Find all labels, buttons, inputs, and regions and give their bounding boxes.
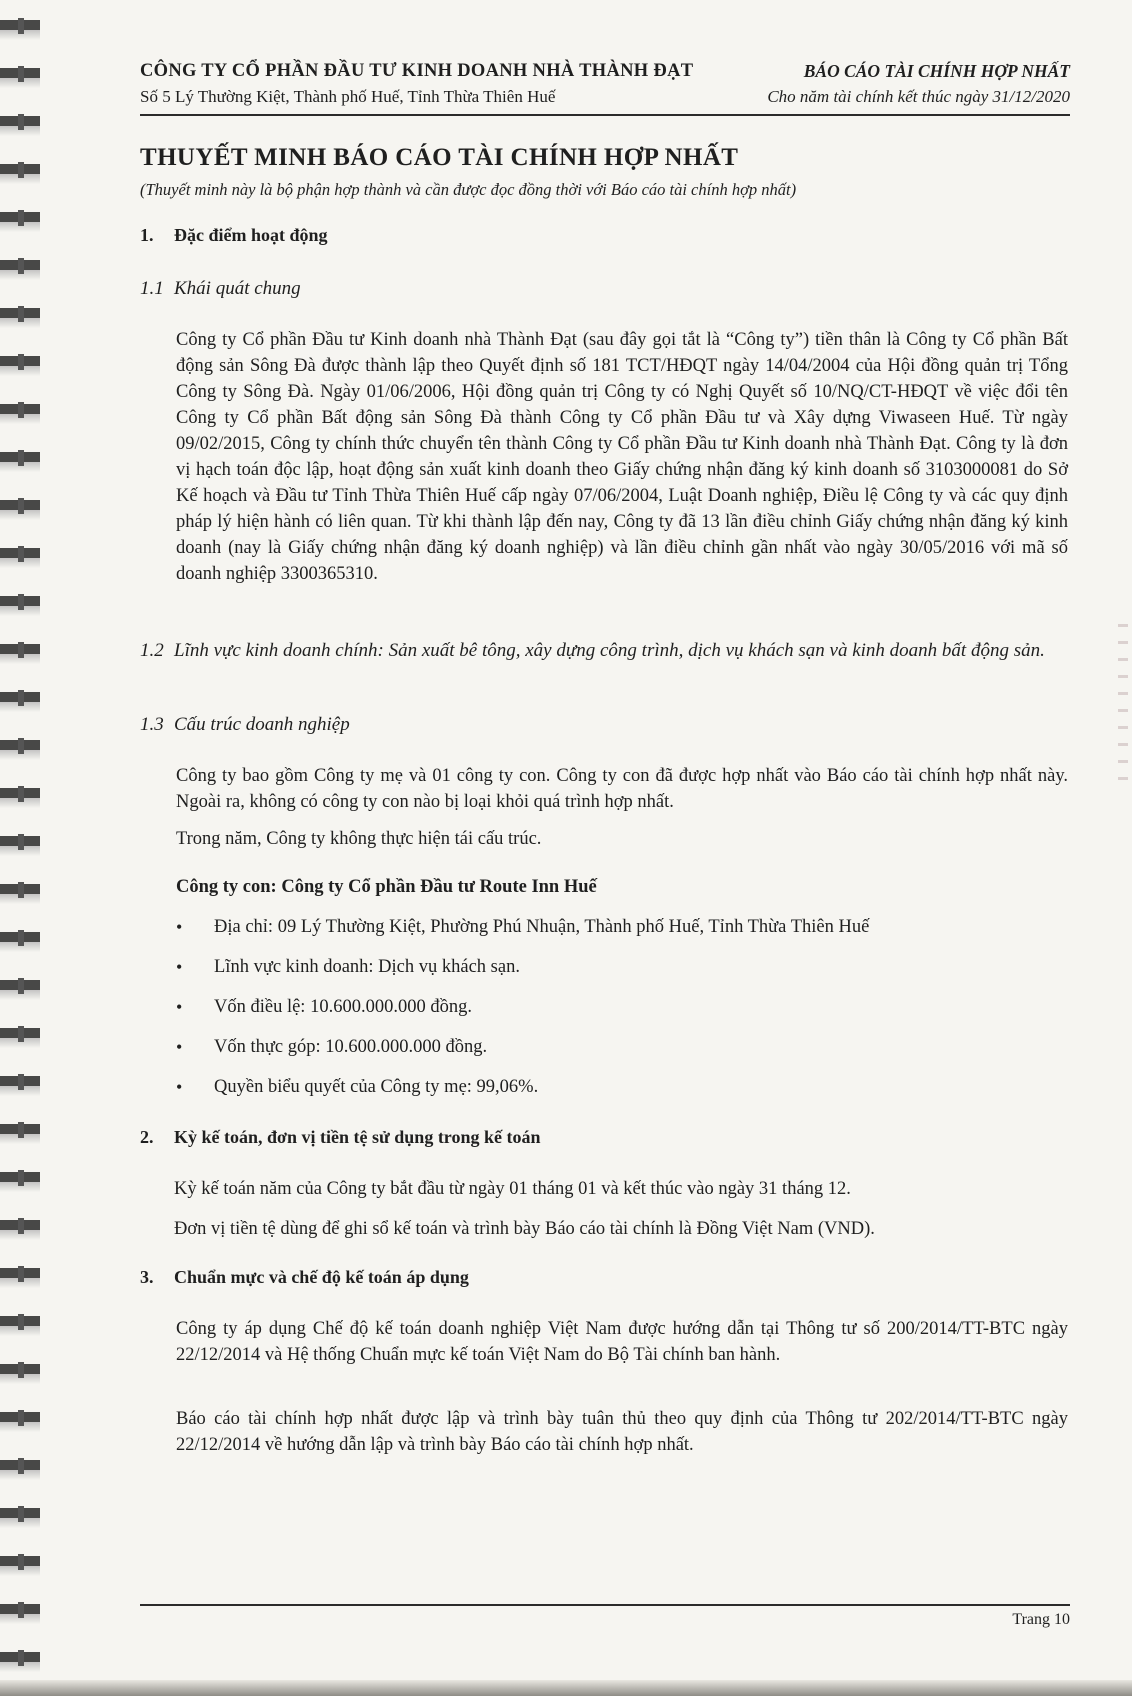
subsection-title: Khái quát chung [174,278,301,299]
company-name: CÔNG TY CỔ PHẦN ĐẦU TƯ KINH DOANH NHÀ THÀNH ĐẠT [140,61,694,81]
subsidiary-heading: Công ty con: Công ty Cổ phần Đầu tư Route Inn Huế [176,877,597,897]
footer-divider [140,1604,1070,1606]
subsidiary-details [140,914,1070,1114]
section-1-3-heading [140,714,350,736]
page-bottom-shadow [0,1680,1132,1696]
section-2-heading [140,1127,541,1148]
section-number: 3. [140,1267,154,1287]
section-title: Đặc điểm hoạt động [174,225,328,245]
bullet-business-line: • Lĩnh vực kinh doanh: Dịch vụ khách sạn. [176,954,869,994]
general-overview-paragraph: Công ty Cổ phần Đầu tư Kinh doanh nhà Thành Đạt (sau đây gọi tắt là “Công ty”) tiền thân là Công ty Cổ phần Bất động sản Sông Đà được thành lập theo Quyết định số 181 TCT/HĐQT ngày 14/04/2004 của Hội đồng quản trị Tổng Công ty Sông Đà. Ngày 01/06/2006, Hội đồng quản trị Công ty có Nghị Quyết số 10/NQ/CT-HĐQT về việc đổi tên Công ty Cổ phần Bất động sản Sông Đà thành Công ty Cổ phần Đầu tư và Xây dựng Viwaseen Huế. Từ ngày 09/02/2015, Công ty chính thức chuyển tên thành Công ty Cổ phần Đầu tư Kinh doanh nhà Thành Đạt. Công ty là đơn vị hạch toán độc lập, hoạt động sản xuất kinh doanh theo Giấy chứng nhận đăng ký kinh doanh số 3103000081 do Sở Kế hoạch và Đầu tư Tỉnh Thừa Thiên Huế cấp ngày 07/06/2004, Luật Doanh nghiệp, Điều lệ Công ty và các quy định pháp lý hiện hành có liên quan. Từ khi thành lập đến nay, Công ty đã 13 lần điều chỉnh Giấy chứng nhận đăng ký kinh doanh (nay là Giấy chứng nhận đăng ký doanh nghiệp) và lần điều chỉnh gần nhất vào ngày 30/05/2016 với mã số doanh nghiệp 3300365310. [176,330,1068,584]
page-number: Trang 10 [1012,1611,1070,1628]
section-1-1-heading [140,278,301,300]
consolidation-compliance-paragraph: Báo cáo tài chính hợp nhất được lập và trình bày tuân thủ theo quy định của Thông tư 202/2014/TT-BTC ngày 22/12/2014 về hướng dẫn lập và trình bày Báo cáo tài chính hợp nhất. [176,1409,1068,1455]
restructuring-paragraph: Trong năm, Công ty không thực hiện tái cấu trúc. [176,829,542,849]
header-left [140,58,693,110]
section-number: 1. [140,225,154,245]
report-title: BÁO CÁO TÀI CHÍNH HỢP NHẤT [803,61,1070,81]
bullet-address: • Địa chỉ: 09 Lý Thường Kiệt, Phường Phú Nhuận, Thành phố Huế, Tỉnh Thừa Thiên Huế [176,914,869,954]
bullet-voting-rights: • Quyền biểu quyết của Công ty mẹ: 99,06%. [176,1074,869,1114]
section-title: Kỳ kế toán, đơn vị tiền tệ sử dụng trong kế toán [174,1127,541,1147]
structure-paragraph: Công ty bao gồm Công ty mẹ và 01 công ty con. Công ty con đã được hợp nhất vào Báo cáo tài chính hợp nhất này. Ngoài ra, không có công ty con nào bị loại khỏi quá trình hợp nhất. [176,766,1068,812]
spiral-binding [0,0,40,1696]
subsection-number: 1.2 [140,640,164,661]
accounting-regime-paragraph: Công ty áp dụng Chế độ kế toán doanh nghiệp Việt Nam được hướng dẫn tại Thông tư số 200/2014/TT-BTC ngày 22/12/2014 và Hệ thống Chuẩn mực kế toán Việt Nam do Bộ Tài chính ban hành. [176,1319,1068,1365]
currency-paragraph: Đơn vị tiền tệ dùng để ghi sổ kế toán và trình bày Báo cáo tài chính là Đồng Việt Nam (VND). [174,1219,875,1239]
subsection-number: 1.3 [140,714,164,735]
header-divider [140,114,1070,116]
bullet-contributed-capital: • Vốn thực góp: 10.600.000.000 đồng. [176,1034,869,1074]
subsidiary-bullet-list [176,914,869,1114]
section-number: 2. [140,1127,154,1147]
subsection-number: 1.1 [140,278,164,299]
page-header [140,58,1070,118]
page-edge-marks [1118,610,1128,790]
section-title: Chuẩn mực và chế độ kế toán áp dụng [174,1267,469,1287]
page-subtitle: (Thuyết minh này là bộ phận hợp thành và cần được đọc đồng thời với Báo cáo tài chính hợp nhất) [140,180,797,199]
business-lines-text: Lĩnh vực kinh doanh chính: Sản xuất bê tông, xây dựng công trình, dịch vụ khách sạn và kinh doanh bất động sản. [174,640,1045,661]
section-1-heading [140,225,328,246]
report-period: Cho năm tài chính kết thúc ngày 31/12/2020 [767,87,1070,106]
subsection-title: Cấu trúc doanh nghiệp [174,714,350,735]
bullet-charter-capital: • Vốn điều lệ: 10.600.000.000 đồng. [176,994,869,1034]
section-3-heading [140,1267,469,1288]
section-1-2-business-lines [140,638,1070,664]
header-right [767,58,1070,110]
accounting-period-paragraph: Kỳ kế toán năm của Công ty bắt đầu từ ngày 01 tháng 01 và kết thúc vào ngày 31 tháng 12. [174,1179,851,1199]
company-address: Số 5 Lý Thường Kiệt, Thành phố Huế, Tỉnh Thừa Thiên Huế [140,87,556,106]
page-title: THUYẾT MINH BÁO CÁO TÀI CHÍNH HỢP NHẤT [140,144,739,171]
